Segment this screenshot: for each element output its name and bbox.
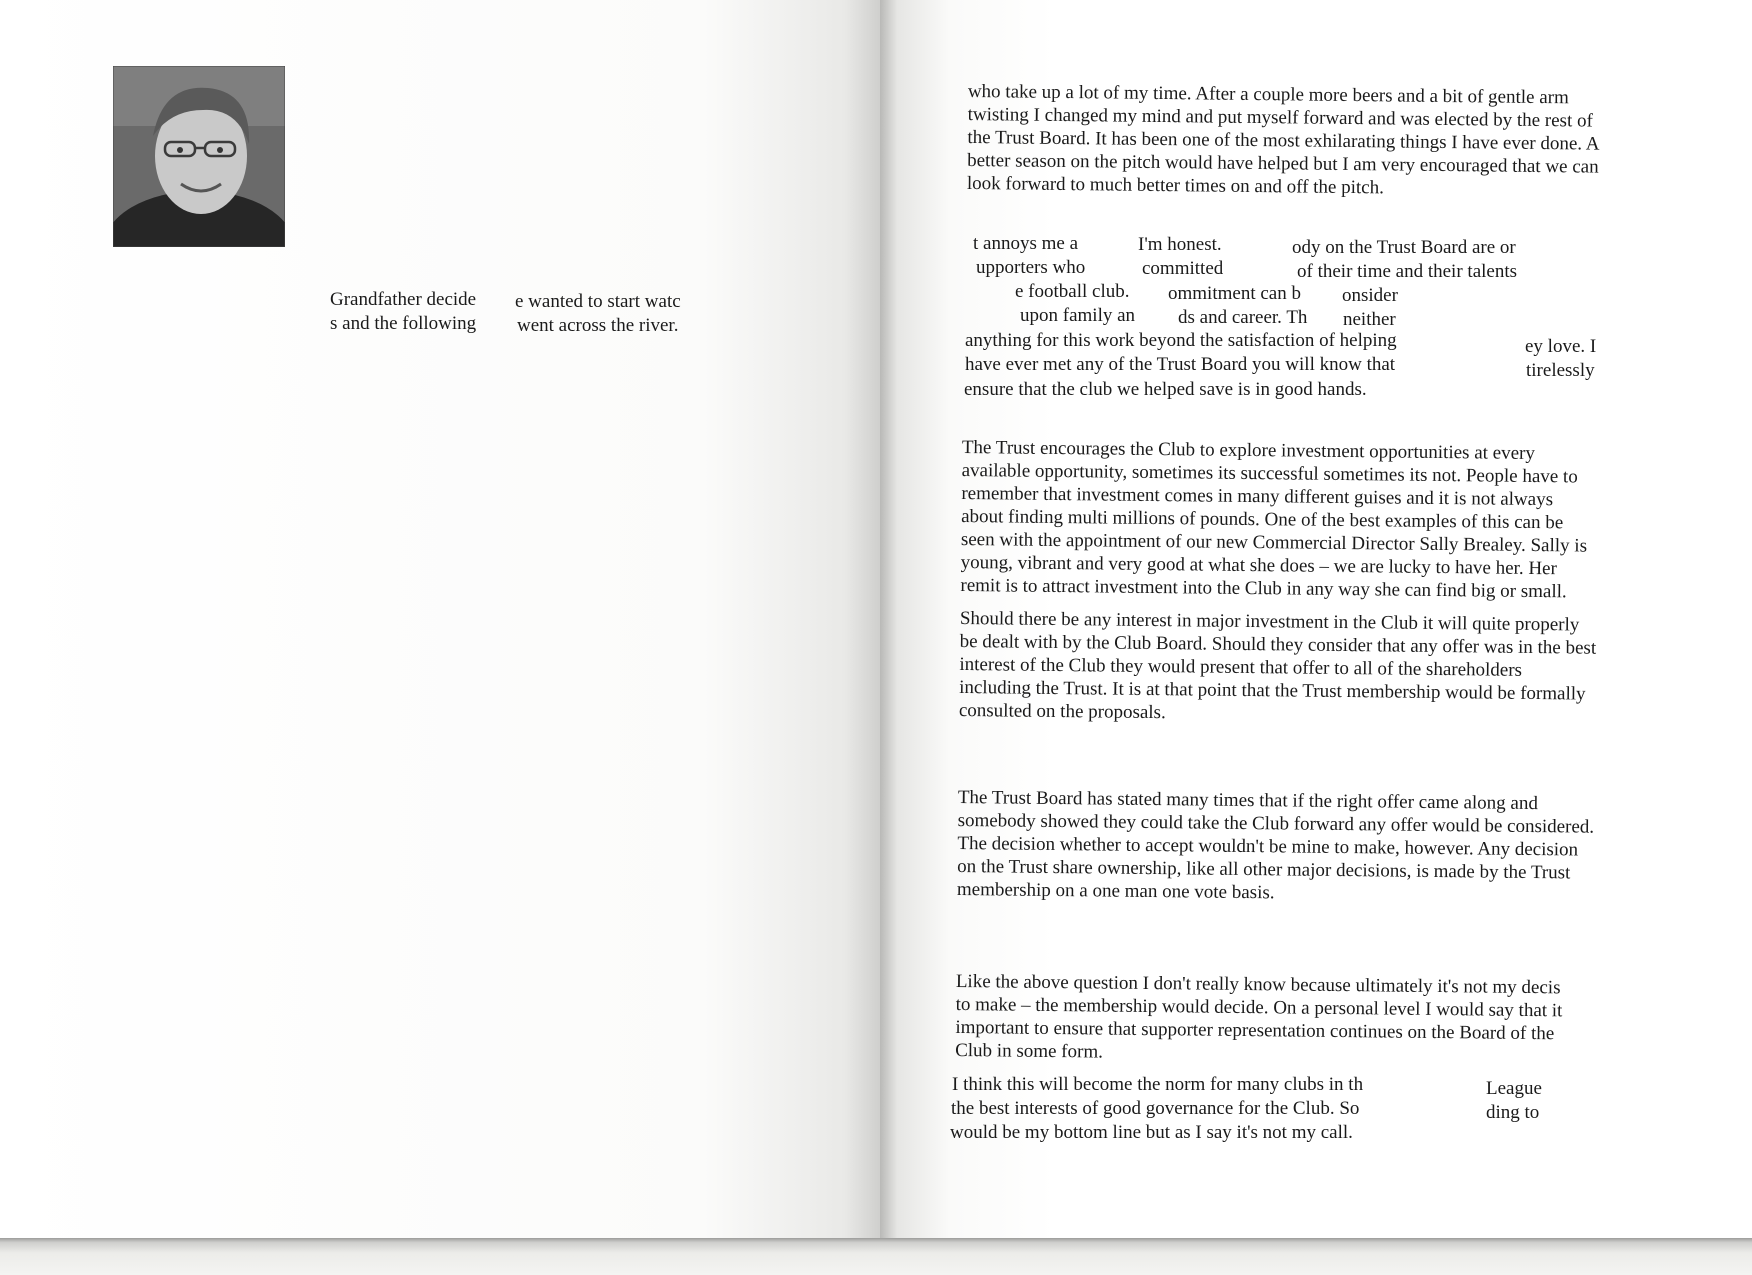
text-line: to make – the membership would decide. On a personal level I would say that it [955,993,1563,1022]
text-line: who take up a lot of my time. After a couple more beers and a bit of gentle arm [967,80,1569,109]
text-line: membership on a one man one vote basis. [956,878,1275,904]
text-fragment: I'm honest. [1138,234,1222,255]
text-fragment: ommitment can b [1168,283,1301,304]
text-fragment: League [1486,1078,1542,1099]
text-line: look forward to much better times on and off the pitch. [966,172,1385,199]
text-fragment: tirelessly [1526,360,1595,381]
text-fragment: have ever met any of the Trust Board you will know that [965,354,1396,375]
text-fragment: would be my bottom line but as I say it's not my call. [950,1122,1353,1143]
text-fragment: committed [1142,258,1224,279]
text-line: better season on the pitch would have helped but I am very encouraged that we can [967,149,1599,178]
text-fragment: ds and career. Th [1178,307,1308,328]
page-bottom-edge [0,1238,1752,1275]
text-fragment: ding to [1486,1102,1540,1123]
offer-paragraph [957,786,1748,909]
text-line: The Trust encourages the Club to explore investment opportunities at every [961,436,1536,464]
text-line: including the Trust. It is at that point that the Trust membership would be formally [959,676,1586,705]
right-page [880,0,1752,1250]
text-fragment: I think this will become the norm for many clubs in th [952,1074,1364,1095]
left-fragment-3: s and the following [330,313,477,334]
text-line: seen with the appointment of our new Commercial Director Sally Brealey. Sally is [960,528,1588,557]
text-line: The decision whether to accept wouldn't be mine to make, however. Any decision [957,832,1579,861]
portrait-illustration [113,66,285,247]
text-line: The Trust Board has stated many times that if the right offer came along and [957,786,1539,815]
text-line: important to ensure that supporter representation continues on the Board of the [955,1016,1555,1045]
text-line: remit is to attract investment into the Club in any way she can find big or small. [960,574,1567,603]
left-fragment-2: e wanted to start watc [515,291,681,312]
text-line: about finding multi millions of pounds. One of the best examples of this can be [961,505,1564,534]
text-line: interest of the Club they would present that offer to all of the shareholders [959,653,1523,681]
text-line: Should there be any interest in major investment in the Club it will quite properly [959,607,1580,636]
text-line: remember that investment comes in many different guises and it is not always [961,482,1554,511]
text-line: consulted on the proposals. [958,699,1166,724]
left-fragment-4: went across the river. [517,315,679,336]
text-line: on the Trust share ownership, like all other major decisions, is made by the Trust [957,855,1571,884]
text-line: Club in some form. [955,1039,1104,1063]
left-fragment-1: Grandfather decide [330,289,477,310]
left-page [0,0,880,1250]
above-question-paragraph [955,970,1746,1070]
text-fragment: upporters who [976,257,1086,278]
text-fragment: the best interests of good governance for the Club. So [951,1098,1360,1119]
text-fragment: neither [1343,309,1396,330]
text-fragment: e football club. [1015,281,1130,302]
text-line: available opportunity, sometimes its successful sometimes its not. People have to [961,459,1578,488]
major-investment-paragraph [959,607,1750,730]
text-fragment: upon family an [1020,305,1136,326]
portrait-photo [113,66,285,247]
text-fragment: onsider [1342,285,1398,306]
investment-paragraph [960,436,1752,605]
text-line: young, vibrant and very good at what she does – we are lucky to have her. Her [960,551,1557,580]
text-line: Like the above question I don't really know because ultimately it's not my decis [955,970,1561,999]
text-fragment: ensure that the club we helped save is in good hands. [964,379,1367,400]
text-line: twisting I changed my mind and put myself forward and was elected by the rest of [967,103,1593,132]
text-fragment: ody on the Trust Board are or [1292,237,1516,258]
text-fragment: ey love. I [1525,336,1597,357]
text-fragment: t annoys me a [973,233,1079,254]
intro-paragraph [967,80,1748,203]
text-line: be dealt with by the Club Board. Should they consider that any offer was in the best [959,630,1597,659]
text-line: the Trust Board. It has been one of the most exhilarating things I have ever done. A [967,126,1600,155]
text-fragment: anything for this work beyond the satisfaction of helping [965,330,1397,351]
text-line: somebody showed they could take the Club forward any offer would be considered. [957,809,1595,838]
text-fragment: of their time and their talents [1297,261,1518,282]
